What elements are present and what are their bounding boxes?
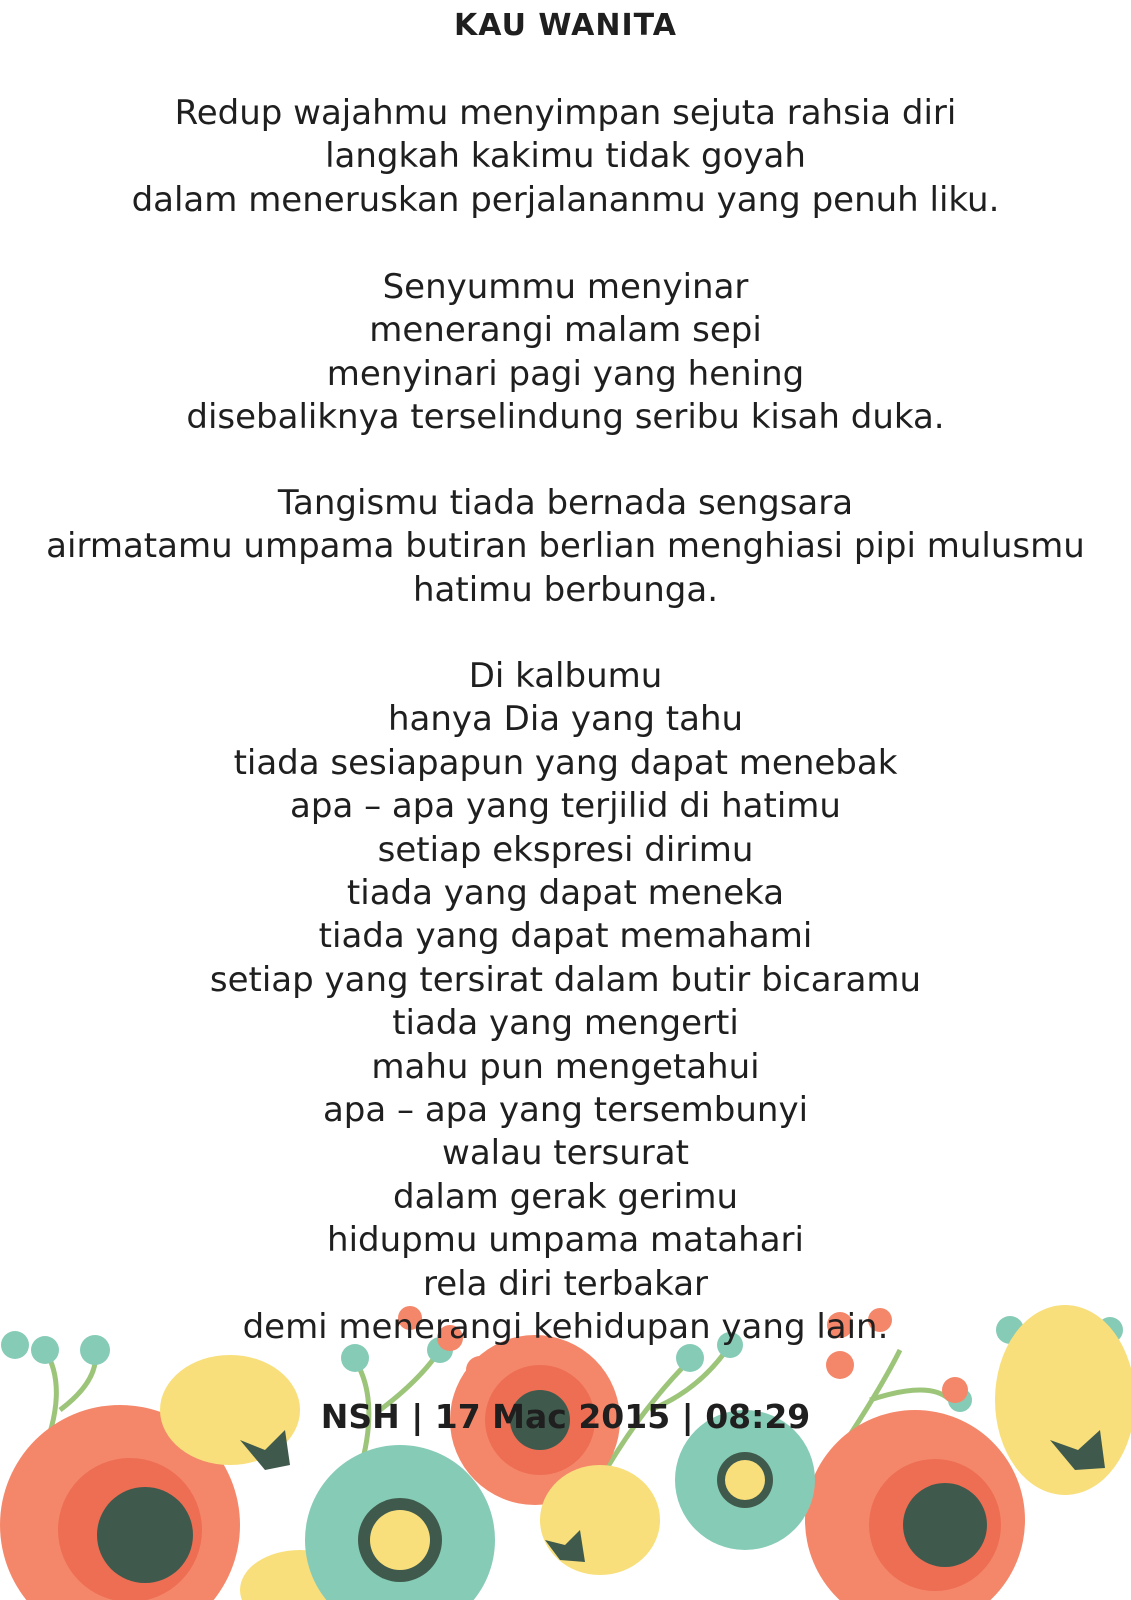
verse-line: walau tersurat <box>442 1133 689 1174</box>
stanza-4 <box>0 655 1131 1350</box>
verse-line: tiada yang dapat meneka <box>346 873 785 914</box>
verse-line: dalam gerak gerimu <box>392 1176 739 1217</box>
verse-line: dalam meneruskan perjalananmu yang penuh liku. <box>131 179 1000 220</box>
verse-line: langkah kakimu tidak goyah <box>325 136 806 177</box>
verse-line: tiada yang mengerti <box>392 1003 739 1044</box>
verse-line: disebaliknya terselindung seribu kisah duka. <box>186 397 945 438</box>
verse-line: Di kalbumu <box>468 656 663 696</box>
poem-title: KAU WANITA <box>454 8 677 43</box>
verse-line: hatimu berbunga. <box>412 569 719 610</box>
verse-line: hanya Dia yang tahu <box>387 699 744 740</box>
verse-line: Senyummu menyinar <box>382 267 749 307</box>
verse-line: Redup wajahmu menyimpan sejuta rahsia diri <box>174 93 957 133</box>
verse-line: airmatamu umpama butiran berlian menghiasi pipi mulusmu <box>46 526 1085 567</box>
author-signature: NSH | 17 Mac 2015 | 08:29 <box>320 1397 811 1436</box>
stanza-2 <box>0 266 1131 440</box>
verse-line: menyinari pagi yang hening <box>326 353 805 394</box>
stanza-3 <box>0 482 1131 612</box>
verse-line: hidupmu umpama matahari <box>327 1220 804 1261</box>
verse-line: tiada yang dapat memahami <box>318 916 813 957</box>
verse-line: demi menerangi kehidupan yang lain. <box>242 1307 889 1348</box>
verse-line: apa – apa yang terjilid di hatimu <box>290 786 841 827</box>
verse-line: Tangismu tiada bernada sengsara <box>277 483 854 523</box>
stanza-1 <box>0 92 1131 222</box>
verse-line: setiap ekspresi dirimu <box>377 829 754 870</box>
verse-line: tiada sesiapapun yang dapat menebak <box>233 742 898 783</box>
verse-line: menerangi malam sepi <box>369 310 762 351</box>
verse-line: apa – apa yang tersembunyi <box>322 1090 809 1131</box>
verse-line: mahu pun mengetahui <box>371 1046 760 1087</box>
verse-line: setiap yang tersirat dalam butir bicaramu <box>209 959 922 1000</box>
verse-line: rela diri terbakar <box>422 1263 709 1304</box>
